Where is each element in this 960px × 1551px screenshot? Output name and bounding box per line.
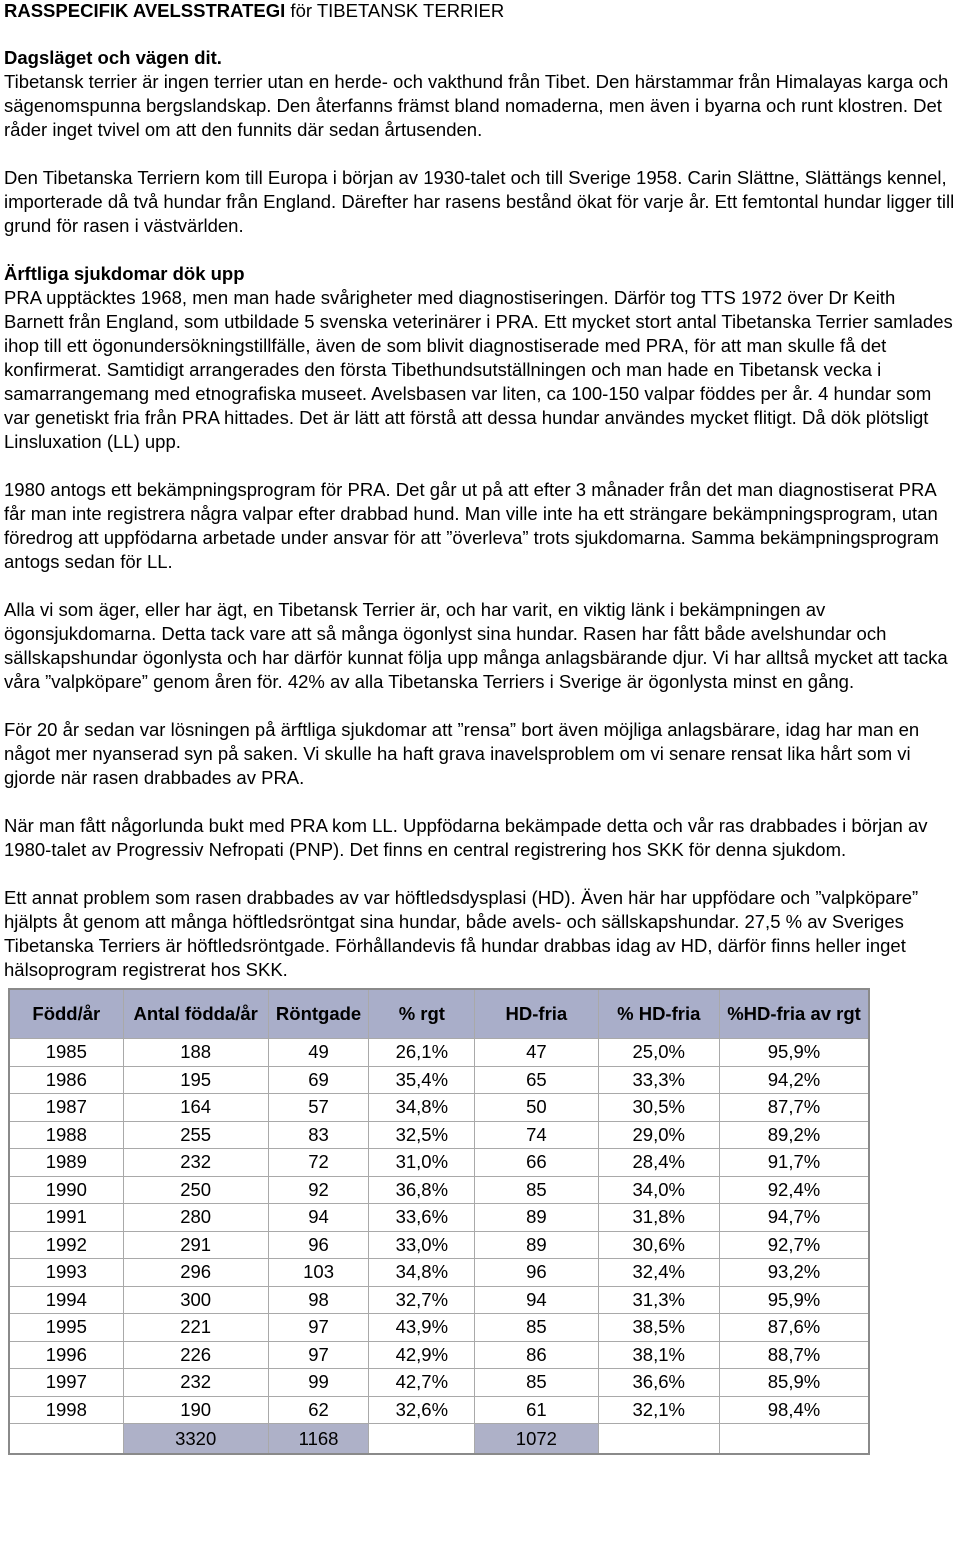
section-heading: Ärftliga sjukdomar dök upp <box>4 263 245 284</box>
table-cell: 1987 <box>9 1094 123 1122</box>
table-cell: 49 <box>268 1039 369 1067</box>
table-header-row <box>9 989 869 1039</box>
table-row <box>9 1231 869 1259</box>
table-cell: 99 <box>268 1369 369 1397</box>
table-cell: 31,8% <box>598 1204 720 1232</box>
table-cell: 30,6% <box>598 1231 720 1259</box>
table-row <box>9 1259 869 1287</box>
table-cell: 85,9% <box>720 1369 869 1397</box>
section-heading: Dagsläget och vägen dit. <box>4 47 222 68</box>
document-title-rest: för TIBETANSK TERRIER <box>285 0 505 21</box>
column-header: % rgt <box>369 989 475 1039</box>
table-cell: 86 <box>475 1341 598 1369</box>
table-cell: 32,5% <box>369 1121 475 1149</box>
table-total-cell: 1168 <box>268 1424 369 1455</box>
table-cell: 250 <box>123 1176 268 1204</box>
table-cell: 89,2% <box>720 1121 869 1149</box>
document-title <box>4 0 956 22</box>
table-row <box>9 1149 869 1177</box>
column-header: Röntgade <box>268 989 369 1039</box>
table-row <box>9 1314 869 1342</box>
paragraph: Alla vi som äger, eller har ägt, en Tibetansk Terrier är, och har varit, en viktig länk i bekämpningen av ögonsjukdomarna. Detta tack vare att så många ögonlyst sina hundar. Rasen har fått både avelshundar och sällskapshundar ögonlysta och har därför kunnat följa upp många anlagsbärande djur. Vi har alltså mycket att tacka våra ”valpköpare” genom åren för. 42% av alla Tibetanska Terriers i Sverige är ögonlysta minst en gång. <box>4 599 948 692</box>
table-row <box>9 1396 869 1424</box>
table-cell: 50 <box>475 1094 598 1122</box>
table-cell: 255 <box>123 1121 268 1149</box>
table-cell: 34,8% <box>369 1094 475 1122</box>
table-cell: 93,2% <box>720 1259 869 1287</box>
table-row <box>9 1094 869 1122</box>
table-cell: 1996 <box>9 1341 123 1369</box>
table-cell: 221 <box>123 1314 268 1342</box>
table-cell: 190 <box>123 1396 268 1424</box>
table-body <box>9 1039 869 1455</box>
table-cell: 65 <box>475 1066 598 1094</box>
table-cell: 34,8% <box>369 1259 475 1287</box>
table-cell: 72 <box>268 1149 369 1177</box>
table-cell-empty <box>720 1424 869 1455</box>
table-cell: 85 <box>475 1314 598 1342</box>
table-cell: 95,9% <box>720 1286 869 1314</box>
column-header: %HD-fria av rgt <box>720 989 869 1039</box>
table-cell: 94,2% <box>720 1066 869 1094</box>
table-cell: 1992 <box>9 1231 123 1259</box>
table-cell: 85 <box>475 1176 598 1204</box>
table-cell: 88,7% <box>720 1341 869 1369</box>
table-cell: 96 <box>475 1259 598 1287</box>
table-cell: 89 <box>475 1231 598 1259</box>
table-total-cell: 3320 <box>123 1424 268 1455</box>
table-cell: 1993 <box>9 1259 123 1287</box>
table-cell: 1990 <box>9 1176 123 1204</box>
table-cell: 98,4% <box>720 1396 869 1424</box>
table-total-cell: 1072 <box>475 1424 598 1455</box>
table-cell: 103 <box>268 1259 369 1287</box>
paragraph: Tibetansk terrier är ingen terrier utan en herde- och vakthund från Tibet. Den härstammar från Himalayas karga och sägenomspunna bergslandskap. Den återfanns främst bland nomaderna, men även i byarna och runt klostren. Det råder inget tvivel om att den funnits där sedan årtusenden. <box>4 71 949 140</box>
table-cell: 296 <box>123 1259 268 1287</box>
table-cell: 31,0% <box>369 1149 475 1177</box>
table-cell: 1991 <box>9 1204 123 1232</box>
table-cell: 47 <box>475 1039 598 1067</box>
table-cell: 91,7% <box>720 1149 869 1177</box>
table-cell: 42,7% <box>369 1369 475 1397</box>
table-row <box>9 1176 869 1204</box>
table-cell: 291 <box>123 1231 268 1259</box>
table-cell: 195 <box>123 1066 268 1094</box>
paragraph: När man fått någorlunda bukt med PRA kom LL. Uppfödarna bekämpade detta och vår ras drabbades i början av 1980-talet av Progressiv Nefropati (PNP). Det finns en central registrering hos SKK för denna sjukdom. <box>4 815 928 860</box>
table-cell: 85 <box>475 1369 598 1397</box>
table-cell: 92,4% <box>720 1176 869 1204</box>
table-cell: 92 <box>268 1176 369 1204</box>
table-cell: 57 <box>268 1094 369 1122</box>
table-cell: 28,4% <box>598 1149 720 1177</box>
table-row <box>9 1066 869 1094</box>
table-cell: 280 <box>123 1204 268 1232</box>
table-cell: 96 <box>268 1231 369 1259</box>
table-cell: 94 <box>475 1286 598 1314</box>
table-cell: 25,0% <box>598 1039 720 1067</box>
table-cell: 32,4% <box>598 1259 720 1287</box>
table-cell: 1989 <box>9 1149 123 1177</box>
table-cell: 62 <box>268 1396 369 1424</box>
paragraph: 1980 antogs ett bekämpningsprogram för PRA. Det går ut på att efter 3 månader från det man diagnostiserat PRA får man inte registrera några valpar efter drabbad hund. Man ville inte ha ett strängare bekämpningsprogram, utan föredrog att uppfödarna arbetade under ansvar för att ”överleva” trots sjukdomarna. Samma bekämpningsprogram antogs sedan för LL. <box>4 479 939 572</box>
table-cell: 87,6% <box>720 1314 869 1342</box>
table-row <box>9 1369 869 1397</box>
table-cell: 89 <box>475 1204 598 1232</box>
table-cell: 33,3% <box>598 1066 720 1094</box>
table-cell: 98 <box>268 1286 369 1314</box>
table-cell: 26,1% <box>369 1039 475 1067</box>
table-cell: 188 <box>123 1039 268 1067</box>
table-row <box>9 1039 869 1067</box>
table-cell: 226 <box>123 1341 268 1369</box>
column-header: Född/år <box>9 989 123 1039</box>
table-cell: 94,7% <box>720 1204 869 1232</box>
table-cell: 87,7% <box>720 1094 869 1122</box>
table-cell: 1995 <box>9 1314 123 1342</box>
table-totals-row <box>9 1424 869 1455</box>
hd-statistics-table <box>8 988 870 1455</box>
table-cell: 42,9% <box>369 1341 475 1369</box>
table-cell: 34,0% <box>598 1176 720 1204</box>
table-cell: 43,9% <box>369 1314 475 1342</box>
table-cell-empty <box>9 1424 123 1455</box>
table-cell: 164 <box>123 1094 268 1122</box>
table-cell: 33,0% <box>369 1231 475 1259</box>
section-current-state <box>4 46 956 238</box>
table-cell: 32,6% <box>369 1396 475 1424</box>
table-cell: 92,7% <box>720 1231 869 1259</box>
table-cell: 61 <box>475 1396 598 1424</box>
table-cell: 95,9% <box>720 1039 869 1067</box>
column-header: Antal födda/år <box>123 989 268 1039</box>
table-cell: 94 <box>268 1204 369 1232</box>
table-cell: 1994 <box>9 1286 123 1314</box>
table-cell: 1997 <box>9 1369 123 1397</box>
table-cell: 1986 <box>9 1066 123 1094</box>
table-row <box>9 1341 869 1369</box>
table-cell: 38,5% <box>598 1314 720 1342</box>
table-cell-empty <box>369 1424 475 1455</box>
table-row <box>9 1121 869 1149</box>
table-row <box>9 1204 869 1232</box>
table-cell: 38,1% <box>598 1341 720 1369</box>
table-cell: 36,6% <box>598 1369 720 1397</box>
paragraph: PRA upptäcktes 1968, men man hade svårigheter med diagnostiseringen. Därför tog TTS 1972 över Dr Keith Barnett från England, som utbildade 5 svenska veterinärer i PRA. Ett mycket stort antal Tibetanska Terrier samlades ihop till ett ögonundersökningstillfälle, även de som blivit diagnostiserade med PRA, för att man skulle få det konfirmerat. Samtidigt arrangerades den första Tibethundsutställningen och man hade en Tibetansk vecka i samarrangemang med etnografiska museet. Avelsbasen var liten, ca 100-150 valpar föddes per år. 4 hundar som var genetiskt fria från PRA hittades. Det är lätt att förstå att dessa hundar användes mycket flitigt. Då dök plötsligt Linsluxation (LL) upp. <box>4 287 953 452</box>
table-cell: 1985 <box>9 1039 123 1067</box>
document-title-bold: RASSPECIFIK AVELSSTRATEGI <box>4 0 286 21</box>
table-cell: 35,4% <box>369 1066 475 1094</box>
paragraph: Ett annat problem som rasen drabbades av var höftledsdysplasi (HD). Även här har uppfödare och ”valpköpare” hjälpts åt genom att många höftledsröntgat sina hundar, både avels- och sällskapshundar. 27,5 % av Sveriges Tibetanska Terriers är höftledsröntgade. Förhållandevis få hundar drabbas idag av HD, därför finns heller inget hälsoprogram registrerat hos SKK. <box>4 887 919 980</box>
table-cell: 97 <box>268 1341 369 1369</box>
table-cell: 66 <box>475 1149 598 1177</box>
table-cell: 32,7% <box>369 1286 475 1314</box>
table-cell: 74 <box>475 1121 598 1149</box>
column-header: HD-fria <box>475 989 598 1039</box>
table-cell: 1998 <box>9 1396 123 1424</box>
table-cell: 31,3% <box>598 1286 720 1314</box>
paragraph: För 20 år sedan var lösningen på ärftliga sjukdomar att ”rensa” bort även möjliga anlagsbärare, idag har man en något mer nyanserad syn på saken. Vi skulle ha haft grava inavelsproblem om vi senare rensat lika hårt som vi gjorde när rasen drabbades av PRA. <box>4 719 920 788</box>
table-cell: 30,5% <box>598 1094 720 1122</box>
table-cell: 36,8% <box>369 1176 475 1204</box>
table-cell: 32,1% <box>598 1396 720 1424</box>
table-cell-empty <box>598 1424 720 1455</box>
table-cell: 29,0% <box>598 1121 720 1149</box>
column-header: % HD-fria <box>598 989 720 1039</box>
table-cell: 300 <box>123 1286 268 1314</box>
table-cell: 69 <box>268 1066 369 1094</box>
table-cell: 232 <box>123 1149 268 1177</box>
paragraph: Den Tibetanska Terriern kom till Europa i början av 1930-talet och till Sverige 1958. Carin Slättne, Slättängs kennel, importerade då två hundar från England. Därefter har rasens bestånd ökat för varje år. Ett femtontal hundar ligger till grund för rasen i västvärlden. <box>4 167 955 236</box>
table-cell: 97 <box>268 1314 369 1342</box>
table-cell: 83 <box>268 1121 369 1149</box>
table-cell: 232 <box>123 1369 268 1397</box>
table-row <box>9 1286 869 1314</box>
section-hereditary-diseases <box>4 262 956 982</box>
table-cell: 1988 <box>9 1121 123 1149</box>
table-cell: 33,6% <box>369 1204 475 1232</box>
